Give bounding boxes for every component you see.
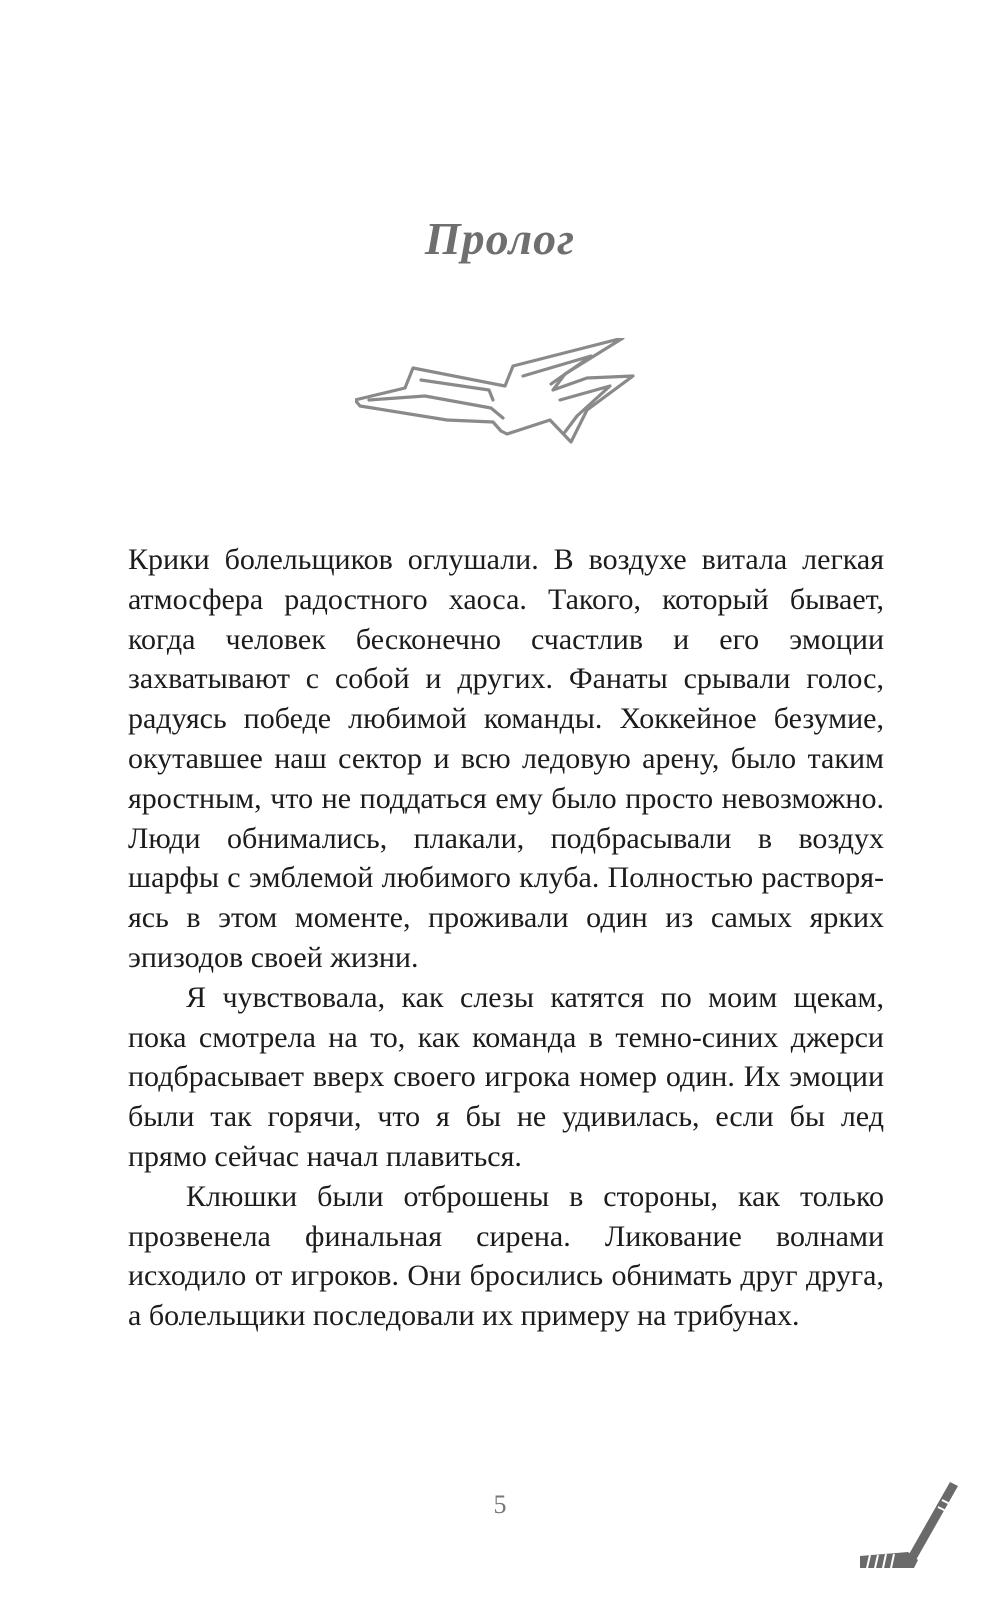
prologue-text: [128, 540, 884, 1336]
paragraph: Я чувствовала, как слезы катятся по моим щекам, пока смотрела на то, как команда в темно-синих джерси подбрасывает вверх своего игрока номер один. Их эмоции были так горячи, что я бы не удивилась, если бы лед прямо сейчас начал плавиться.: [128, 980, 884, 1173]
chapter-title: Пролог: [424, 213, 576, 264]
hockey-stick-icon: [858, 1478, 968, 1570]
paragraph: Клюшки были отброшены в стороны, как только прозвенела финальная сирена. Ликование волнами исходило от игроков. Они бросились обнимать друг друга, а болельщики последовали их примеру на трибунах.: [128, 1179, 884, 1333]
page-number: 5: [493, 1490, 507, 1519]
abstract-wing-ornament-icon: [355, 338, 655, 468]
paragraph: Крики болельщиков оглушали. В воздухе витала легкая атмосфера радостного хаоса. Такого, который бывает, когда человек бесконечно счастлив и его эмоции захватывают с собой и других. Фанаты срывали голос, радуясь победе любимой команды. Хоккейное безумие, окутавшее наш сектор и всю ледовую арену, было таким яростным, что не поддаться ему было просто невозможно. Люди обнимались, плакали, подбрасывали в воздух шарфы с эмблемой любимого клуба. Полностью растворяясь в этом моменте, проживали один из самых ярких эпизодов своей жизни.: [128, 543, 884, 974]
